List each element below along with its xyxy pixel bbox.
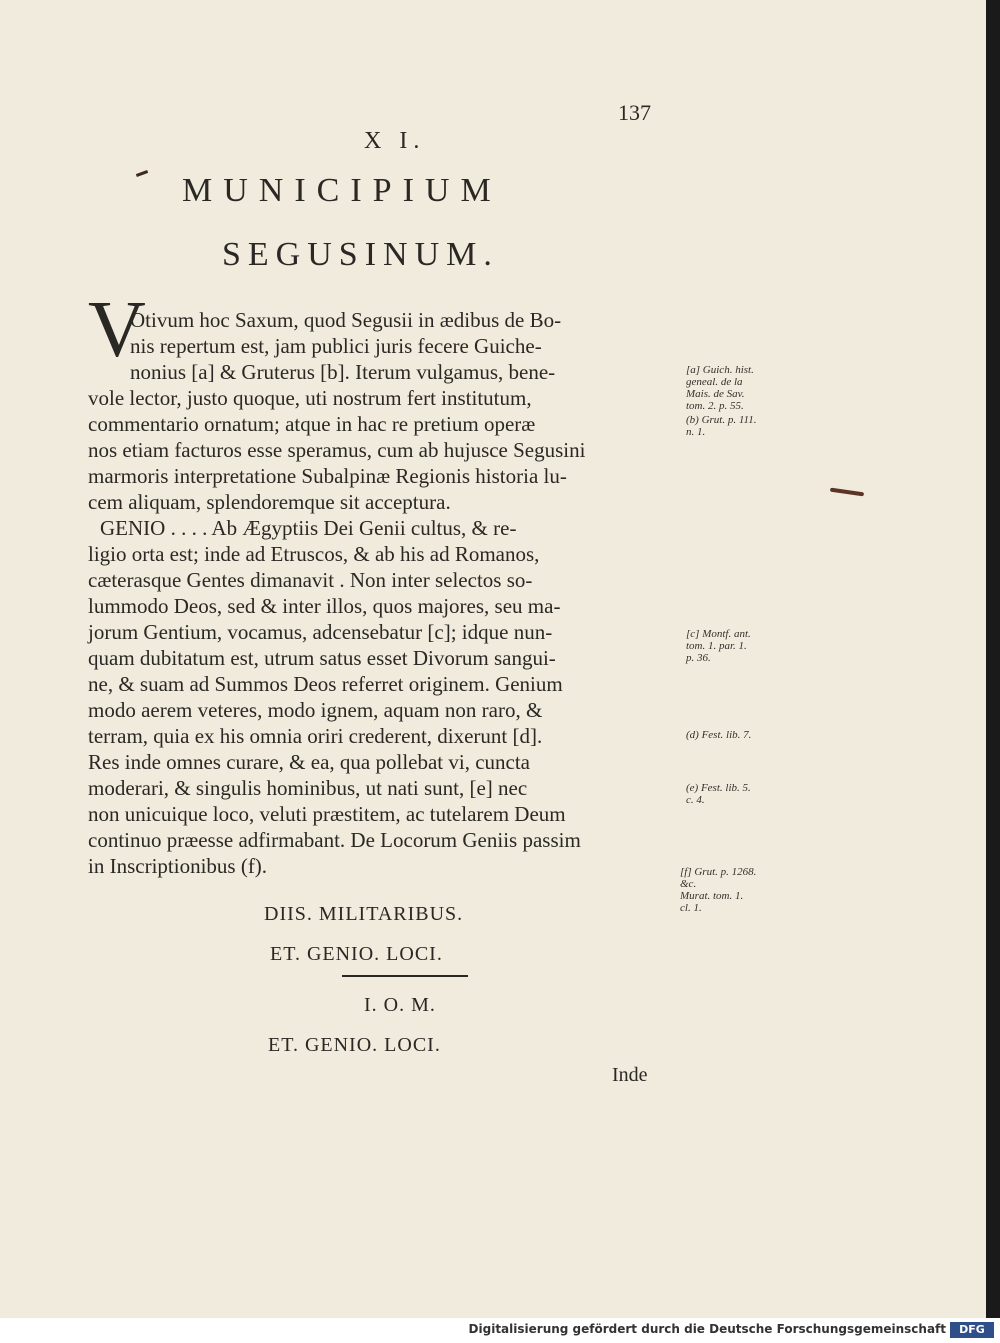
inscription-line: ET. GENIO. LOCI. <box>268 1034 441 1056</box>
body-line: ne, & suam ad Summos Deos referret originem. Genium <box>88 672 563 696</box>
body-line: non unicuique loco, veluti præstitem, ac tutelarem Deum <box>88 802 566 826</box>
body-line: marmoris interpretatione Subalpinæ Regionis historia lu- <box>88 464 567 488</box>
inscription-line: I. O. M. <box>364 994 436 1016</box>
body-line: cem aliquam, splendoremque sit acceptura. <box>88 490 451 514</box>
catchword: Inde <box>612 1064 648 1086</box>
drop-cap: V <box>88 286 146 374</box>
body-line: commentario ornatum; atque in hac re pretium operæ <box>88 412 536 436</box>
footer-credit: Digitalisierung gefördert durch die Deutsche Forschungsgemeinschaft <box>468 1322 946 1336</box>
ink-stain <box>830 488 864 497</box>
side-note: [c] Montf. ant. tom. 1. par. 1. p. 36. <box>686 628 751 664</box>
body-line: ligio orta est; inde ad Etruscos, & ab his ad Romanos, <box>88 542 540 566</box>
side-note: [f] Grut. p. 1268. &c. Murat. tom. 1. cl. 1. <box>680 866 757 914</box>
digitization-footer <box>0 1318 1000 1343</box>
page-number: 137 <box>618 100 651 125</box>
chapter-heading: X I. <box>364 128 426 154</box>
body-line: continuo præesse adfirmabant. De Locorum Geniis passim <box>88 828 581 852</box>
body-line: quam dubitatum est, utrum satus esset Divorum sangui- <box>88 646 556 670</box>
body-line: GENIO . . . . Ab Ægyptiis Dei Genii cultus, & re- <box>100 516 517 540</box>
title-line-1: MUNICIPIUM <box>182 172 502 209</box>
divider <box>342 975 468 977</box>
dfg-logo: DFG <box>950 1322 994 1338</box>
page-edge <box>986 0 1000 1318</box>
body-line: moderari, & singulis hominibus, ut nati sunt, [e] nec <box>88 776 528 800</box>
body-line: Res inde omnes curare, & ea, qua pollebat vi, cuncta <box>88 750 531 774</box>
side-note: (b) Grut. p. 111. n. 1. <box>686 414 757 438</box>
body-line: terram, quia ex his omnia oriri crederent, dixerunt [d]. <box>88 724 543 748</box>
ink-mark <box>136 170 148 177</box>
side-note: [a] Guich. hist. geneal. de la Mais. de Sav. tom. 2. p. 55. <box>686 364 754 412</box>
inscription-line: ET. GENIO. LOCI. <box>270 943 443 965</box>
inscription-line: DIIS. MILITARIBUS. <box>264 903 464 925</box>
body-line: nos etiam facturos esse speramus, cum ab hujusce Segusini <box>88 438 586 462</box>
body-line: modo aerem veteres, modo ignem, aquam non raro, & <box>88 698 543 722</box>
side-note: (e) Fest. lib. 5. c. 4. <box>686 782 751 806</box>
body-line: nis repertum est, jam publici juris fecere Guiche- <box>130 334 542 358</box>
body-line: cæterasque Gentes dimanavit . Non inter selectos so- <box>88 568 533 592</box>
body-line: jorum Gentium, vocamus, adcensebatur [c]; idque nun- <box>88 620 553 644</box>
body-line: vole lector, justo quoque, uti nostrum fert institutum, <box>88 386 532 410</box>
body-line: lummodo Deos, sed & inter illos, quos majores, seu ma- <box>88 594 561 618</box>
body-line: Otivum hoc Saxum, quod Segusii in ædibus de Bo- <box>130 308 562 332</box>
side-note: (d) Fest. lib. 7. <box>686 729 752 741</box>
body-line: nonius [a] & Gruterus [b]. Iterum vulgamus, bene- <box>130 360 556 384</box>
body-line: in Inscriptionibus (f). <box>88 854 268 878</box>
title-line-2: SEGUSINUM. <box>222 236 499 273</box>
